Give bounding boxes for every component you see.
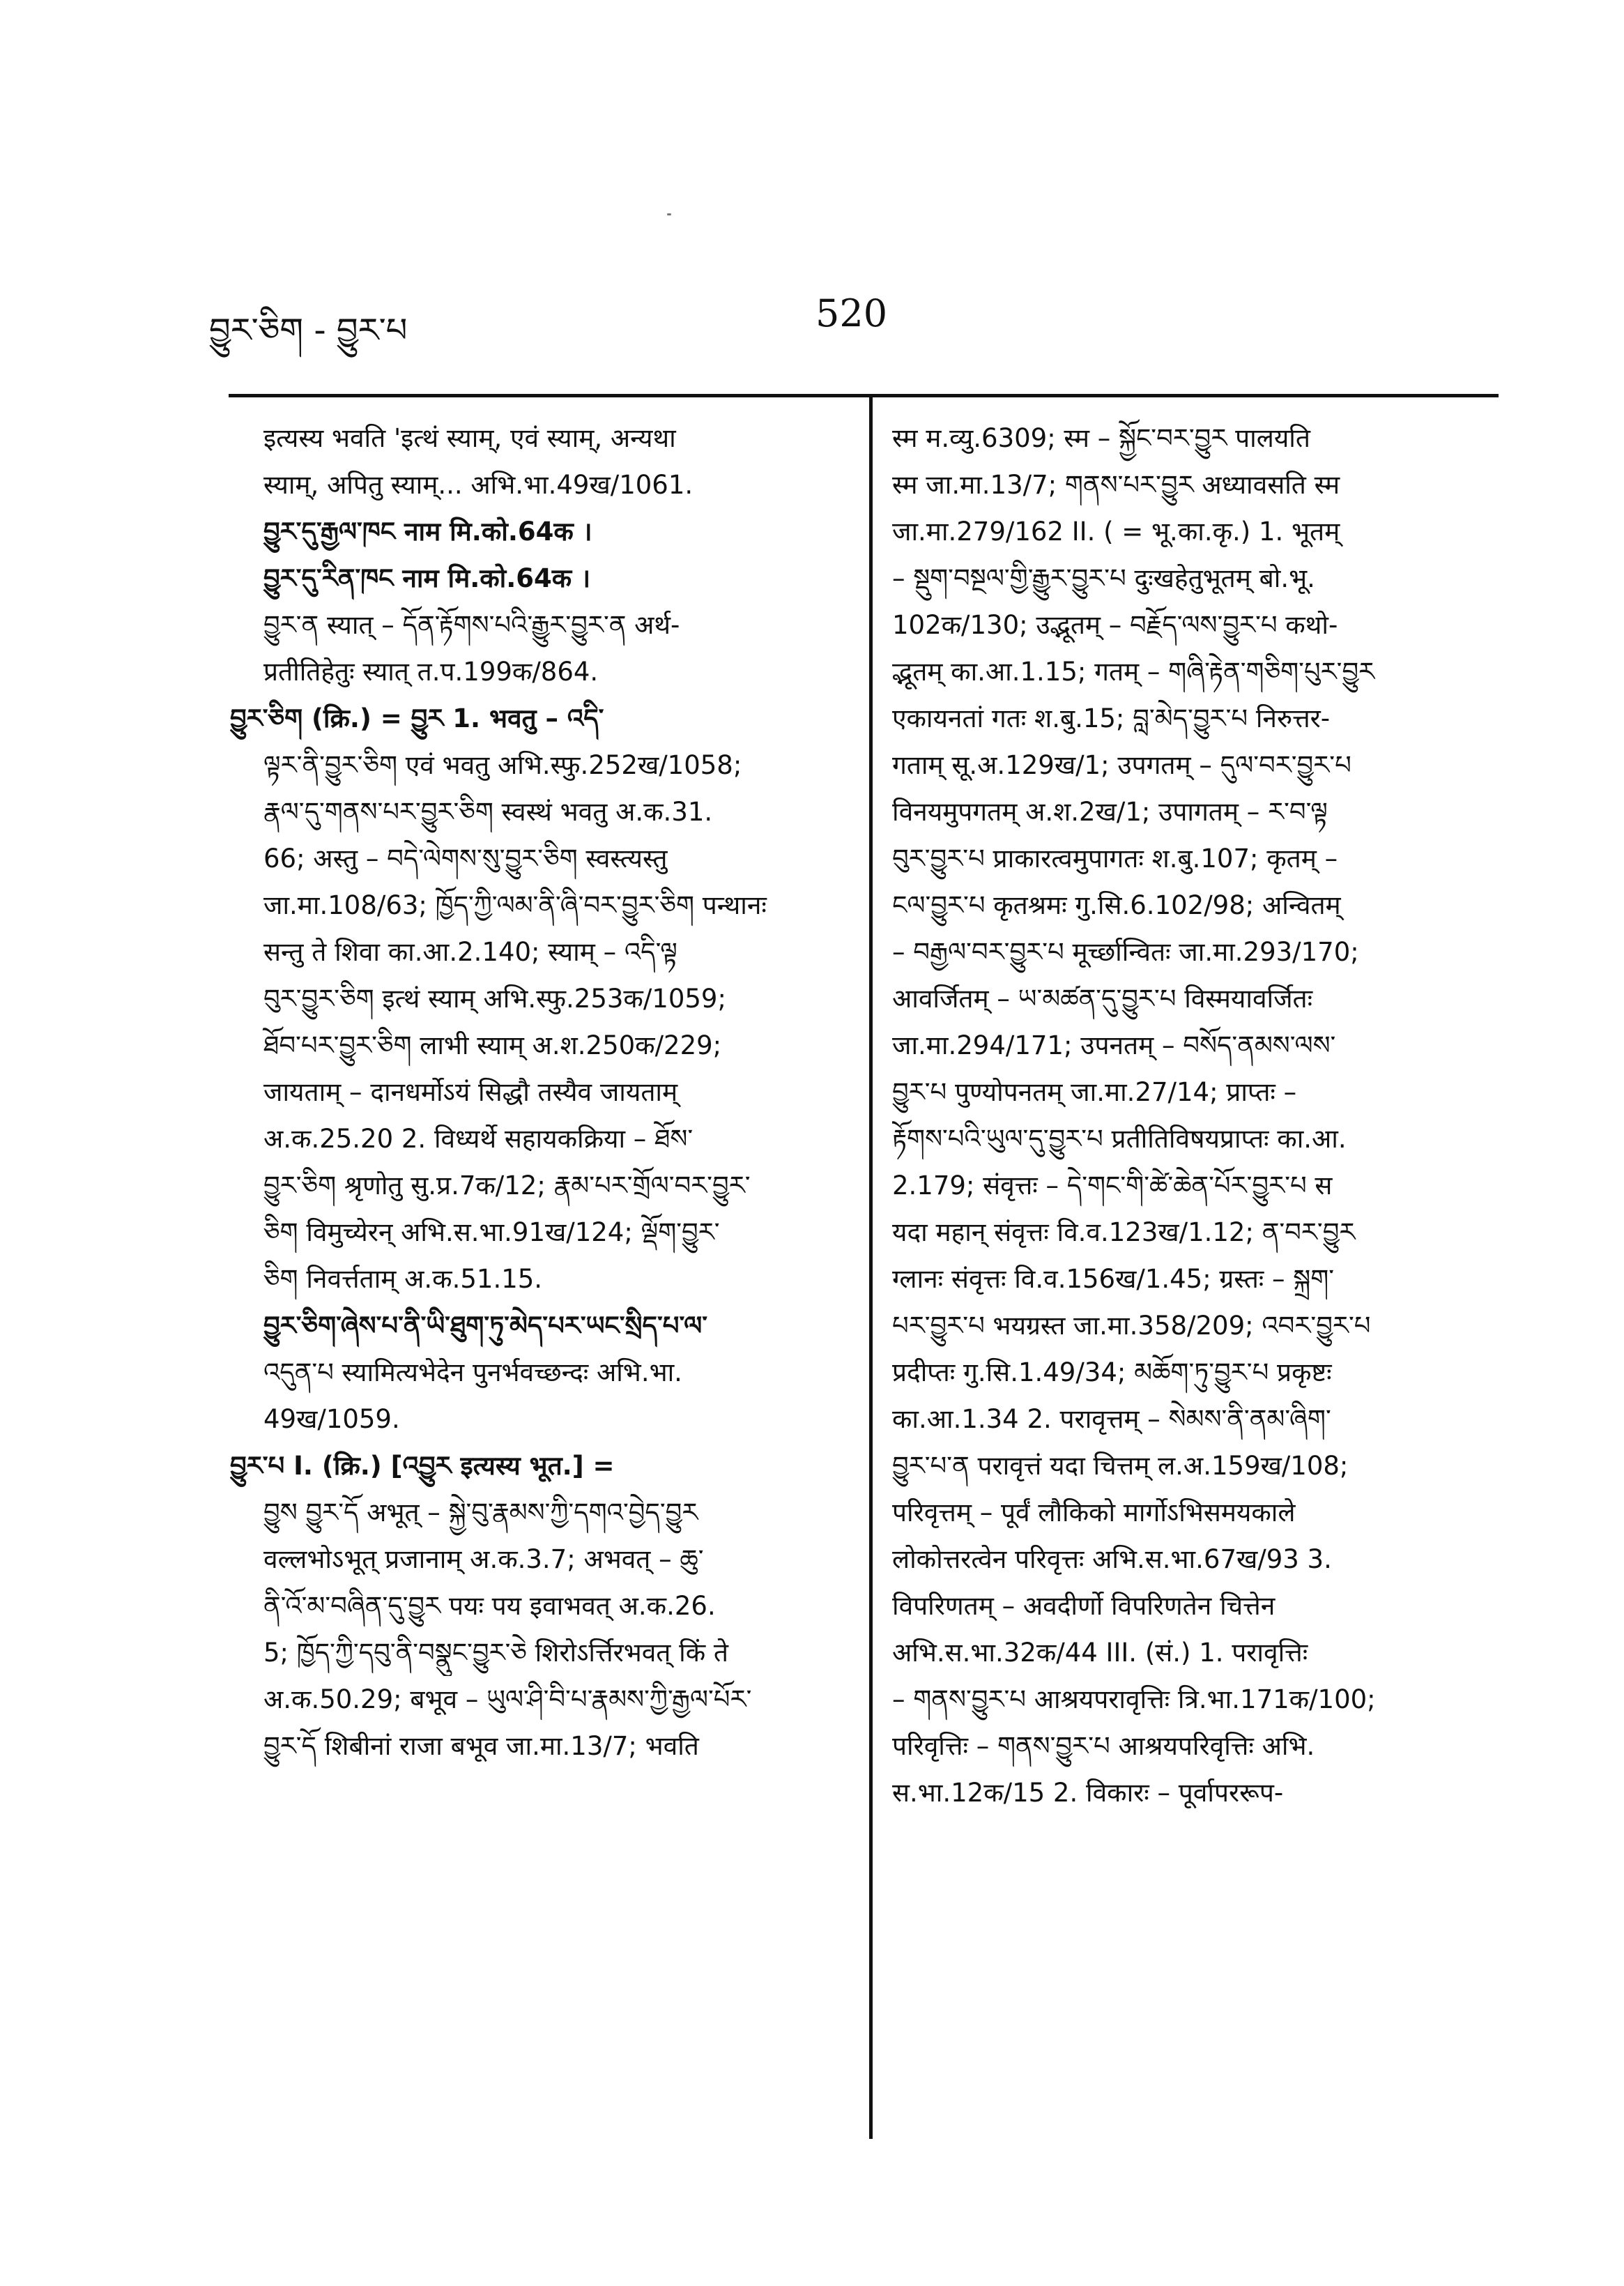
text-line: པར་བྱུར་པ भयग्रस्त जा.मा.358/209; འབར་བྱུར་པ bbox=[892, 1311, 1371, 1341]
text-line: स्म म.व्यु.6309; स्म – སྐྱོང་བར་བྱུར पालयति bbox=[892, 423, 1310, 453]
text-line: सन्तु ते शिवा का.आ.2.140; स्याम् – འདི་ལྟ bbox=[263, 937, 677, 967]
text-line: 2.179; संवृत्तः – དེ་གང་གི་ཚེ་ཆེན་པོར་བྱུར་པ स bbox=[892, 1171, 1333, 1201]
text-line: 66; अस्तु – བདེ་ལེགས་སུ་བྱུར་ཅིག स्वस्त्यस्तु bbox=[263, 844, 668, 874]
text-line: བུར་བྱུར་ཅིག इत्थं स्याम् अभि.स्फु.253क/1059; bbox=[263, 984, 726, 1014]
text-line: जा.मा.279/162 II. ( = भू.का.कृ.) 1. भूतम् bbox=[892, 517, 1340, 547]
right-column bbox=[892, 415, 1506, 1816]
text-line: परिवृत्तम् – पूर्वं लौकिको मार्गोऽभिसमयकाले bbox=[892, 1498, 1296, 1527]
text-line: जा.मा.108/63; ཁྱོད་ཀྱི་ལམ་ནི་ཞི་བར་བྱུར་ཅིག पन्थानः bbox=[263, 890, 767, 920]
text-line: अ.क.50.29; बभूव – ཡུལ་ཤི་བི་པ་རྣམས་ཀྱི་རྒྱལ་པོར་ bbox=[263, 1684, 752, 1714]
running-header: བྱུར་ཅིག - བྱུར་པ bbox=[209, 311, 408, 350]
text-line: 49ख/1059. bbox=[263, 1404, 400, 1434]
text-line: परिवृत्तिः – གནས་བྱུར་པ आश्रयपरिवृत्तिः अभि. bbox=[892, 1731, 1315, 1761]
text-line: རྣལ་དུ་གནས་པར་བྱུར་ཅིག स्वस्थं भवतु अ.क.31. bbox=[263, 797, 713, 827]
text-line: स्याम्, अपितु स्याम्... अभि.भा.49ख/1061. bbox=[263, 470, 694, 500]
text-line: ग्लानः संवृत्तः वि.व.156ख/1.45; ग्रस्तः – སྐྲག་ bbox=[892, 1264, 1335, 1294]
text-line: 5; ཁྱོད་ཀྱི་དབུ་ནི་བསྣུང་བྱུར་ཅེ शिरोऽर्त्तिरभवत् किं ते bbox=[263, 1638, 728, 1668]
text-line: བྱུར་ཅིག श्रृणोतु सु.प्र.7क/12; རྣམ་པར་གྲོལ་བར་བྱུར་ bbox=[263, 1171, 751, 1201]
text-line: – སྡུག་བསྔལ་གྱི་རྒྱུར་བྱུར་པ दुःखहेतुभूतम् बो.भू. bbox=[892, 563, 1315, 593]
text-line: गताम् सू.अ.129ख/1; उपगतम् – དུལ་བར་བྱུར་པ bbox=[892, 750, 1351, 780]
text-line: བུར་བྱུར་པ प्राकारत्वमुपागतः श.बु.107; कृतम् – bbox=[892, 844, 1338, 874]
text-line: वल्लभोऽभूत् प्रजानाम् अ.क.3.7; अभवत् – ཆུ་ bbox=[263, 1544, 704, 1574]
text-line: ཅིག निवर्त्तताम् अ.क.51.15. bbox=[263, 1264, 543, 1294]
text-line: བྱུར་པ पुण्योपनतम् जा.मा.27/14; प्राप्तः – bbox=[892, 1077, 1297, 1107]
text-line: འདུན་པ स्यामित्यभेदेन पुनर्भवच्छन्दः अभि.भा. bbox=[263, 1357, 682, 1387]
text-line: आवर्जितम् – ཡ་མཚན་དུ་བྱུར་པ विस्मयावर्जितः bbox=[892, 984, 1313, 1014]
text-line: 102क/130; उद्भूतम् – བརྗོད་ལས་བྱུར་པ कथो- bbox=[892, 610, 1338, 640]
text-line: विपरिणतम् – अवदीर्णो विपरिणतेन चित्तेन bbox=[892, 1591, 1276, 1621]
text-line: ཐོབ་པར་བྱུར་ཅིག लाभी स्याम् अ.श.250क/229; bbox=[263, 1030, 722, 1060]
text-line: བྱུར་དུ་རྒྱལ་ཁང नाम मि.को.64क । bbox=[263, 517, 592, 547]
text-line: – བརྒྱལ་བར་བྱུར་པ मूर्च्छान्वितः जा.मा.293/170; bbox=[892, 937, 1359, 967]
text-line: अभि.स.भा.32क/44 III. (सं.) 1. परावृत्तिः bbox=[892, 1638, 1308, 1668]
text-line: རྟོགས་པའི་ཡུལ་དུ་བྱུར་པ प्रतीतिविषयप्राप्तः का.आ. bbox=[892, 1124, 1347, 1154]
text-line: བྱུར་དུ་རིན་ཁང नाम मि.को.64क । bbox=[263, 563, 591, 593]
column-divider bbox=[869, 396, 873, 2139]
text-line: लोकोत्तरत्वेन परिवृत्तः अभि.स.भा.67ख/93 3. bbox=[892, 1544, 1332, 1574]
text-line: जायताम् – दानधर्मोऽयं सिद्धौ तस्यैव जायताम् bbox=[263, 1077, 678, 1107]
text-line: ནི་འོ་མ་བཞིན་དུ་བྱུར पयः पय इवाभवत् अ.क.26. bbox=[263, 1591, 716, 1621]
text-line: བྱུར་ན स्यात् – དོན་རྟོགས་པའི་རྒྱུར་བྱུར་ན अर्थ- bbox=[263, 610, 680, 640]
text-line: བྱུར་དོ शिबीनां राजा बभूव जा.मा.13/7; भवति bbox=[263, 1731, 699, 1761]
text-line: – གནས་བྱུར་པ आश्रयपरावृत्तिः त्रि.भा.171क/100; bbox=[892, 1684, 1376, 1714]
text-line: प्रतीतिहेतुः स्यात् त.प.199क/864. bbox=[263, 657, 599, 687]
text-line: བྱུར་ཅིག (क्रि.) = བྱུར 1. भवतु – འདི་ bbox=[230, 703, 604, 733]
page-number: 520 bbox=[815, 291, 888, 335]
text-line: का.आ.1.34 2. परावृत्तम् – སེམས་ནི་ནམ་ཞིག་ bbox=[892, 1404, 1331, 1434]
text-line: यदा महान् संवृत्तः वि.व.123ख/1.12; ན་བར་བྱུར bbox=[892, 1217, 1356, 1247]
scan-speck bbox=[667, 213, 671, 215]
text-line: स.भा.12क/15 2. विकारः – पूर्वापररूप- bbox=[892, 1778, 1284, 1808]
text-line: ལྟར་ནི་བྱུར་ཅིག एवं भवतु अभि.स्फु.252ख/1058; bbox=[263, 750, 742, 780]
text-line: अ.क.25.20 2. विध्यर्थे सहायकक्रिया – ཐོས་ bbox=[263, 1124, 694, 1154]
text-line: བྱུར་པ་ན परावृत्तं यदा चित्तम् ल.अ.159ख/108; bbox=[892, 1451, 1349, 1481]
text-line: एकायनतां गतः श.बु.15; བླ་མེད་བྱུར་པ निरुत्तर- bbox=[892, 703, 1331, 733]
text-line: བྱུས བྱུར་དོ अभूत् – སྐྱེ་བུ་རྣམས་ཀྱི་དགའ་བྱེད་བྱུར bbox=[263, 1498, 698, 1527]
text-line: ངལ་བྱུར་པ कृतश्रमः गु.सि.6.102/98; अन्वितम् bbox=[892, 890, 1341, 920]
text-line: विनयमुपगतम् अ.श.2ख/1; उपागतम् – ར་བ་ལྟ bbox=[892, 797, 1328, 827]
text-line: द्भूतम् का.आ.1.15; गतम् – གཞི་རྟེན་གཅིག་པུར་བྱུར bbox=[892, 657, 1375, 687]
text-line: जा.मा.294/171; उपनतम् – བསོད་ནམས་ལས་ bbox=[892, 1030, 1336, 1060]
text-line: इत्यस्य भवति 'इत्थं स्याम्, एवं स्याम्, अन्यथा bbox=[263, 423, 676, 453]
text-line: བྱུར་ཅིག་ཞེས་པ་ནི་ཡི་ཐུག་ཏུ་མེད་པར་ཡང་སྲིད་པ་ལ་ bbox=[263, 1311, 707, 1341]
header-rule bbox=[229, 394, 1499, 397]
text-line: प्रदीप्तः गु.सि.1.49/34; མཆོག་ཏུ་བྱུར་པ प्रकृष्टः bbox=[892, 1357, 1332, 1387]
text-line: स्म जा.मा.13/7; གནས་པར་བྱུར अध्यावसति स्म bbox=[892, 470, 1340, 500]
left-column bbox=[230, 415, 843, 1769]
text-line: ཅིག विमुच्येरन् अभि.स.भा.91ख/124; ལྡོག་བྱུར་ bbox=[263, 1217, 720, 1247]
text-line: བྱུར་པ I. (क्रि.) [འབྱུར इत्यस्य भूत.] = bbox=[230, 1451, 615, 1481]
